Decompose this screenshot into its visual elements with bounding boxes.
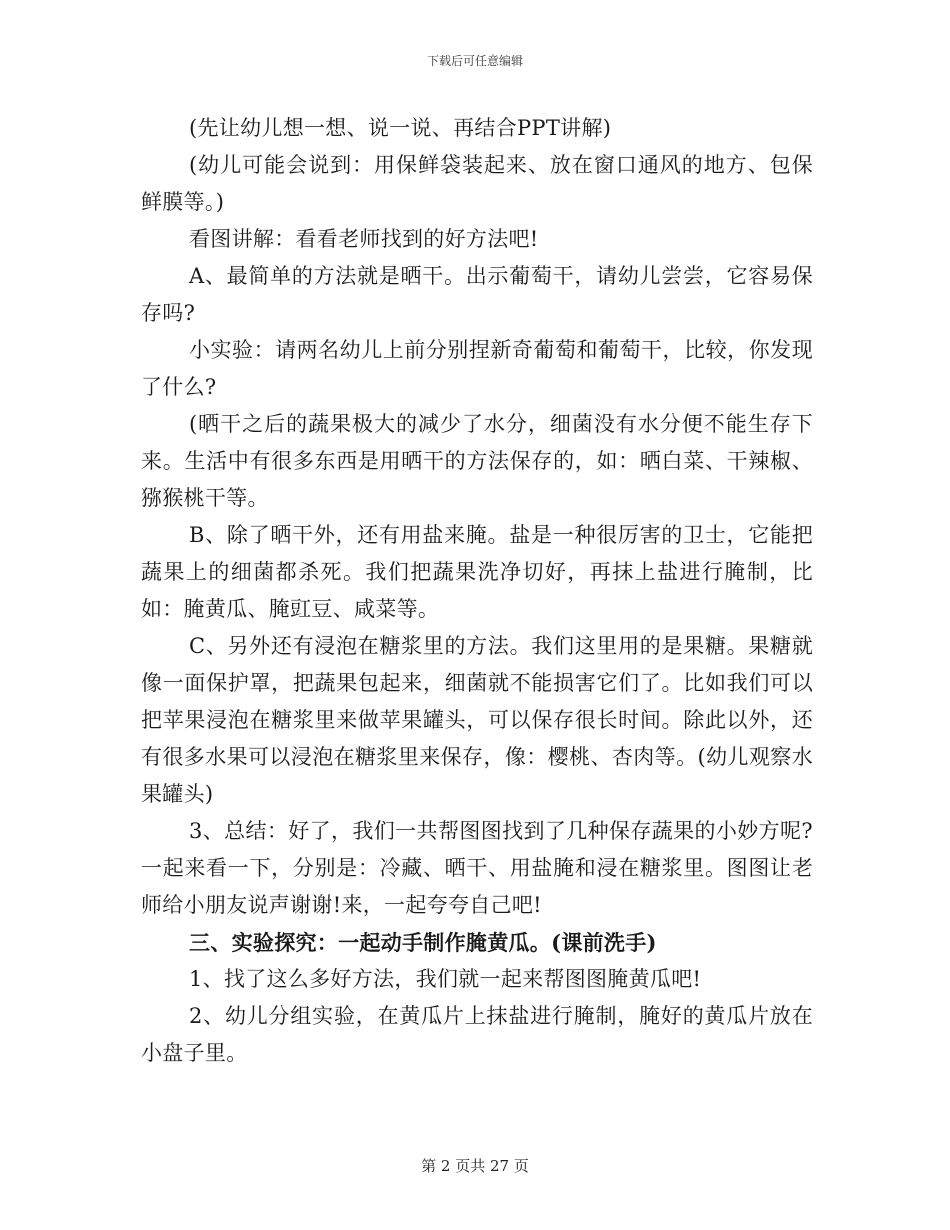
paragraph: 3、总结：好了，我们一共帮图图找到了几种保存蔬果的小妙方呢?一起来看一下，分别是：冷藏、晒干、用盐腌和浸在糖浆里。图图让老师给小朋友说声谢谢!来，一起夸夸自己吧!: [141, 819, 813, 917]
paragraph: 1、找了这么多好方法，我们就一起来帮图图腌黄瓜吧!: [189, 967, 702, 991]
section-heading: 三、实验探究：一起动手制作腌黄瓜。(课前洗手): [189, 930, 657, 955]
paragraph: C、另外还有浸泡在糖浆里的方法。我们这里用的是果糖。果糖就像一面保护罩，把蔬果包起来，细菌就不能损害它们了。比如我们可以把苹果浸泡在糖浆里来做苹果罐头，可以保存很长时间。除此以外，还有很多水果可以浸泡在糖浆里来保存，像：樱桃、杏肉等。(幼儿观察水果罐头): [141, 634, 813, 806]
paragraph: (幼儿可能会说到：用保鲜袋装起来、放在窗口通风的地方、包保鲜膜等。): [141, 153, 813, 214]
paragraph: A、最简单的方法就是晒干。出示葡萄干，请幼儿尝尝，它容易保存吗?: [141, 264, 813, 325]
paragraph: (先让幼儿想一想、说一说、再结合PPT讲解): [189, 116, 612, 140]
paragraph: 小实验：请两名幼儿上前分别捏新奇葡萄和葡萄干，比较，你发现了什么?: [141, 338, 813, 399]
page-number: 第 2 页共 27 页: [421, 1157, 529, 1175]
document-body: [141, 110, 813, 1072]
paragraph: (晒干之后的蔬果极大的减少了水分，细菌没有水分便不能生存下来。生活中有很多东西是用晒干的方法保存的，如：晒白菜、干辣椒、猕猴桃干等。: [141, 412, 813, 510]
page-header: 下载后可任意编辑: [426, 54, 523, 68]
paragraph: 看图讲解：看看老师找到的好方法吧!: [189, 227, 539, 251]
paragraph: 2、幼儿分组实验，在黄瓜片上抹盐进行腌制，腌好的黄瓜片放在小盘子里。: [141, 1004, 813, 1065]
paragraph: B、除了晒干外，还有用盐来腌。盐是一种很厉害的卫士，它能把蔬果上的细菌都杀死。我们把蔬果洗净切好，再抹上盐进行腌制，比如：腌黄瓜、腌豇豆、咸菜等。: [141, 523, 813, 621]
